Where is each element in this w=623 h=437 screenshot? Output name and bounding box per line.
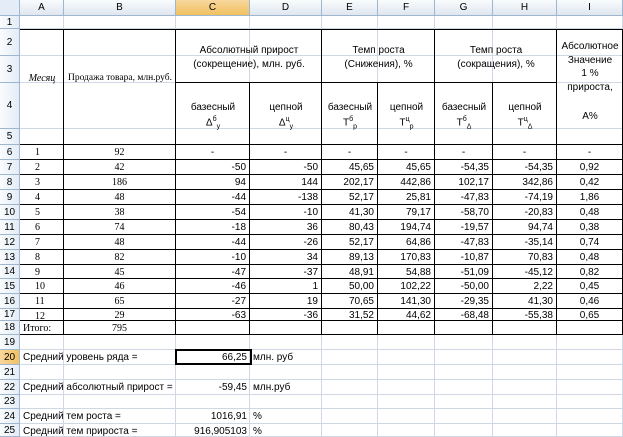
subheader-abs-base — [176, 101, 250, 131]
table-border — [176, 82, 557, 83]
data-cell[interactable]: 202,17 — [343, 177, 374, 188]
data-cell[interactable]: 38 — [114, 207, 125, 218]
data-cell[interactable]: 94 — [234, 177, 246, 188]
row-header-6[interactable]: 6 — [0, 145, 20, 160]
data-cell[interactable]: 442,86 — [400, 177, 431, 188]
data-cell[interactable]: 0,48 — [579, 207, 600, 218]
subheader-abs-chain — [250, 101, 322, 131]
column-header-g[interactable]: G — [435, 0, 493, 16]
summary-value[interactable]: 916,905103 — [194, 426, 247, 437]
summary-label[interactable]: Средний уровень ряда = — [23, 352, 138, 363]
data-cell[interactable]: -36 — [303, 309, 318, 321]
data-cell[interactable]: 54,88 — [405, 266, 431, 278]
data-cell[interactable]: 94,74 — [527, 222, 553, 233]
data-cell[interactable]: -47,83 — [460, 192, 489, 203]
summary-unit[interactable]: % — [253, 426, 262, 437]
table-border — [20, 219, 623, 220]
data-cell[interactable]: -47,83 — [460, 237, 489, 248]
header-abs-growth-line: (сокрещение), млн. руб. — [193, 58, 305, 70]
column-header-c[interactable]: C — [176, 0, 250, 16]
row-header-20[interactable]: 20 — [0, 350, 20, 365]
table-border — [321, 29, 322, 335]
subheader-growth-base-label: базесный — [327, 102, 373, 113]
select-all-corner[interactable] — [0, 0, 20, 16]
active-cell-c20[interactable] — [175, 349, 252, 365]
data-cell[interactable]: -58,70 — [460, 207, 489, 218]
data-cell[interactable]: 0,48 — [579, 252, 600, 263]
data-cell[interactable]: 48 — [114, 237, 125, 248]
summary-value[interactable]: -59,45 — [218, 382, 247, 393]
data-cell[interactable]: 29 — [114, 309, 125, 321]
summary-value[interactable]: 1016,91 — [210, 411, 247, 422]
data-cell[interactable]: - — [347, 147, 352, 158]
data-cell[interactable]: -20,83 — [524, 207, 553, 218]
subheader-decline-base-label: базесный — [441, 102, 487, 113]
row-header-4[interactable]: 4 — [0, 83, 20, 129]
subheader-growth-chain-symbol: $Т^ц_р$ — [399, 115, 414, 130]
data-cell[interactable]: 0,82 — [579, 266, 600, 278]
data-cell[interactable]: 0,42 — [579, 177, 600, 188]
subheader-growth-chain — [378, 101, 435, 131]
data-cell[interactable]: -50 — [231, 162, 246, 173]
subheader-abs-chain-symbol: $\Delta^ц_у$ — [278, 115, 294, 130]
header-abs-value-line: Значение — [567, 54, 613, 66]
data-cell[interactable]: - — [283, 147, 288, 158]
header-abs-value-line: 1 % — [581, 68, 599, 79]
data-cell[interactable]: 342,86 — [522, 177, 553, 188]
header-abs-growth — [176, 44, 322, 71]
data-cell[interactable]: 34 — [306, 252, 318, 263]
gridline — [20, 379, 623, 380]
data-cell[interactable]: 46 — [114, 281, 125, 292]
data-cell[interactable]: -27 — [231, 296, 246, 307]
header-decline-rate-line: (сокращения), % — [457, 58, 535, 70]
row-header-5[interactable]: 5 — [0, 129, 20, 145]
column-header-a[interactable]: A — [20, 0, 64, 16]
data-cell[interactable]: -35,14 — [524, 237, 553, 248]
data-cell[interactable]: 0,65 — [579, 309, 600, 321]
data-cell[interactable]: -74,19 — [524, 192, 553, 203]
header-decline-rate-line: Темп роста — [469, 45, 523, 56]
data-cell[interactable]: 45,65 — [405, 162, 431, 173]
table-border — [20, 29, 623, 30]
data-cell[interactable]: 42 — [114, 162, 125, 173]
row-header-22[interactable]: 22 — [0, 380, 20, 395]
data-cell[interactable]: 48,91 — [348, 266, 374, 278]
row-header-17[interactable]: 17 — [0, 309, 20, 321]
data-cell[interactable]: - — [461, 147, 466, 158]
row-header-7[interactable]: 7 — [0, 160, 20, 175]
row-header-10[interactable]: 10 — [0, 205, 20, 220]
data-cell[interactable]: 79,17 — [405, 207, 431, 218]
data-cell[interactable]: -37 — [303, 266, 318, 278]
month-cell[interactable]: 2 — [35, 162, 40, 173]
summary-unit[interactable]: % — [253, 411, 262, 422]
row-header-8[interactable]: 8 — [0, 175, 20, 190]
month-cell[interactable]: 6 — [35, 222, 40, 233]
table-border — [434, 29, 435, 335]
subheader-growth-chain-label: цепной — [389, 102, 424, 113]
table-border — [20, 189, 623, 190]
data-cell[interactable]: 144 — [301, 177, 318, 188]
table-border — [20, 334, 623, 335]
data-cell[interactable]: 2,22 — [533, 281, 553, 292]
subheader-growth-base — [322, 101, 378, 131]
gridline — [20, 423, 623, 424]
data-cell[interactable]: 74 — [114, 222, 125, 233]
row-header-16[interactable]: 16 — [0, 294, 20, 309]
summary-label[interactable]: Средний абсолютный прирост = — [23, 382, 173, 393]
data-cell[interactable]: -29,35 — [460, 296, 489, 307]
subheader-abs-base-symbol: $\Delta^б_у$ — [205, 115, 221, 130]
month-cell[interactable]: 5 — [35, 207, 40, 218]
column-header-d[interactable]: D — [250, 0, 322, 16]
row-header-18[interactable]: 18 — [0, 321, 20, 335]
column-header-i[interactable]: I — [557, 0, 623, 16]
header-growth-rate — [322, 44, 435, 71]
gridline — [20, 394, 623, 395]
data-cell[interactable]: - — [210, 147, 215, 158]
table-border — [20, 234, 623, 235]
subheader-growth-base-symbol: $Т^б_р$ — [342, 115, 358, 130]
summary-label[interactable]: Средний тем роста = — [23, 411, 121, 422]
header-abs-value-line: Абсолютное — [561, 41, 619, 52]
column-header-e[interactable]: E — [322, 0, 378, 16]
data-cell[interactable]: -68,48 — [460, 309, 489, 321]
summary-label[interactable]: Средний тем прироста = — [23, 426, 138, 437]
row-header-3[interactable]: 3 — [0, 56, 20, 83]
month-cell[interactable]: 1 — [35, 147, 40, 158]
data-cell[interactable]: 89,13 — [348, 252, 374, 263]
month-cell[interactable]: 4 — [35, 192, 40, 203]
table-border — [20, 144, 623, 145]
data-cell[interactable]: -63 — [231, 309, 246, 321]
data-cell[interactable]: -10 — [303, 207, 318, 218]
header-abs-unit: А% — [582, 111, 598, 122]
month-cell[interactable]: 3 — [35, 177, 40, 188]
data-cell[interactable]: 50,00 — [348, 281, 374, 292]
subheader-abs-chain-label: цепной — [269, 102, 303, 113]
data-cell[interactable]: 170,83 — [400, 252, 431, 263]
data-cell[interactable]: 70,65 — [348, 296, 374, 307]
summary-unit[interactable]: млн.руб — [253, 382, 291, 393]
data-cell[interactable]: 41,30 — [348, 207, 374, 218]
data-cell[interactable]: -54,35 — [524, 162, 553, 173]
header-month: Месяц — [28, 73, 56, 84]
data-cell[interactable]: 52,17 — [348, 237, 374, 248]
month-cell[interactable]: 10 — [35, 281, 45, 292]
header-decline-rate — [435, 44, 557, 71]
subheader-decline-base — [435, 101, 493, 131]
data-cell[interactable]: 0,45 — [579, 281, 600, 292]
header-abs-value-line: прироста, — [567, 81, 613, 93]
data-cell[interactable]: -44 — [231, 237, 246, 248]
data-cell[interactable]: 19 — [306, 296, 318, 307]
gridline — [20, 408, 623, 409]
row-header-12[interactable]: 12 — [0, 235, 20, 250]
data-cell[interactable]: 102,17 — [458, 177, 489, 188]
header-abs-value — [557, 40, 623, 94]
row-header-13[interactable]: 13 — [0, 250, 20, 265]
header-sales: Продажа товара, млн.руб. — [67, 73, 173, 83]
data-cell[interactable]: -10,87 — [460, 252, 489, 263]
row-header-14[interactable]: 14 — [0, 265, 20, 279]
header-growth-rate-line: (Снижения), % — [344, 58, 413, 70]
data-cell[interactable]: 1 — [312, 281, 318, 292]
subheader-decline-chain-label: цепной — [508, 102, 542, 113]
row-header-21[interactable]: 21 — [0, 365, 20, 380]
table-border — [20, 264, 623, 265]
month-cell[interactable]: 9 — [35, 267, 40, 278]
data-cell[interactable]: -45,12 — [524, 266, 553, 278]
data-cell[interactable]: - — [522, 147, 527, 158]
data-cell[interactable]: 0,38 — [579, 222, 600, 233]
data-cell[interactable]: 80,43 — [348, 222, 374, 233]
data-cell[interactable]: 82 — [114, 252, 125, 263]
row-header-15[interactable]: 15 — [0, 279, 20, 294]
row-header-11[interactable]: 11 — [0, 220, 20, 235]
data-cell[interactable]: 25,81 — [405, 192, 431, 203]
data-cell[interactable]: 92 — [114, 147, 125, 158]
data-cell[interactable]: -54,35 — [460, 162, 489, 173]
data-cell[interactable]: -50,00 — [460, 281, 489, 292]
data-cell[interactable]: 1,86 — [579, 192, 600, 203]
header-abs-growth-line: Абсолютный прирост — [199, 45, 299, 56]
data-cell[interactable]: 36 — [306, 222, 318, 233]
column-header-b[interactable]: B — [64, 0, 176, 16]
data-cell[interactable]: 141,30 — [400, 296, 431, 307]
subheader-decline-base-symbol: $Т^б_\Delta$ — [456, 115, 472, 130]
data-cell[interactable]: 0,74 — [579, 237, 600, 248]
row-header-19[interactable]: 19 — [0, 335, 20, 350]
month-cell[interactable]: 12 — [35, 311, 45, 322]
table-border — [20, 174, 623, 175]
column-header-h[interactable]: H — [493, 0, 557, 16]
data-cell[interactable]: 45 — [114, 266, 125, 278]
row-header-1[interactable]: 1 — [0, 16, 20, 29]
data-cell[interactable]: - — [587, 147, 592, 158]
row-header-24[interactable]: 24 — [0, 409, 20, 424]
data-cell[interactable]: 0,46 — [579, 296, 600, 307]
data-cell[interactable]: 52,17 — [348, 192, 374, 203]
header-growth-rate-line: Темп роста — [352, 45, 405, 56]
table-border — [20, 159, 623, 160]
subheader-decline-chain — [493, 101, 557, 131]
data-cell[interactable]: 45,65 — [348, 162, 374, 173]
month-cell[interactable]: 7 — [35, 237, 40, 248]
data-cell[interactable]: 194,74 — [400, 222, 431, 233]
month-cell[interactable]: 8 — [35, 252, 40, 263]
data-cell[interactable]: -51,09 — [460, 266, 489, 278]
data-cell[interactable]: 186 — [112, 177, 127, 188]
month-cell[interactable]: 11 — [35, 296, 45, 307]
gridline — [20, 364, 623, 365]
data-cell[interactable]: 64,86 — [405, 237, 431, 248]
total-label[interactable]: Итого: — [23, 322, 52, 334]
data-cell[interactable]: - — [404, 147, 408, 158]
data-cell[interactable]: -50 — [303, 162, 318, 173]
subheader-decline-chain-symbol: $Т^ц_\Delta$ — [517, 115, 533, 130]
data-cell[interactable]: 31,52 — [348, 309, 374, 321]
table-border — [20, 308, 623, 309]
data-cell[interactable]: 44,62 — [405, 309, 431, 321]
data-cell[interactable]: 70,83 — [527, 252, 553, 263]
summary-unit[interactable]: млн. руб — [253, 352, 294, 363]
row-header-2[interactable]: 2 — [0, 29, 20, 56]
row-header-9[interactable]: 9 — [0, 190, 20, 205]
summary-value[interactable]: 66,25 — [221, 352, 247, 363]
data-cell[interactable]: 102,22 — [400, 281, 431, 292]
row-header-25[interactable]: 25 — [0, 424, 20, 437]
table-border — [20, 249, 623, 250]
gridline — [20, 349, 623, 350]
data-cell[interactable]: -138 — [297, 192, 318, 203]
data-cell[interactable]: -10 — [231, 252, 246, 263]
total-value[interactable]: 795 — [112, 322, 127, 334]
table-border — [20, 204, 623, 205]
data-cell[interactable]: 0,92 — [579, 162, 600, 173]
data-cell[interactable]: -18 — [231, 222, 246, 233]
data-cell[interactable]: -55,38 — [524, 309, 553, 321]
data-cell[interactable]: -54 — [231, 207, 246, 218]
subheader-abs-base-label: базесный — [190, 102, 236, 113]
row-header-23[interactable]: 23 — [0, 395, 20, 409]
data-cell[interactable]: -46 — [231, 281, 246, 292]
data-cell[interactable]: -47 — [231, 266, 246, 278]
data-cell[interactable]: 65 — [114, 296, 125, 307]
table-border — [20, 278, 623, 279]
column-header-f[interactable]: F — [378, 0, 435, 16]
data-cell[interactable]: -44 — [231, 192, 246, 203]
data-cell[interactable]: -26 — [303, 237, 318, 248]
data-cell[interactable]: 48 — [114, 192, 125, 203]
table-border — [20, 293, 623, 294]
data-cell[interactable]: 41,30 — [527, 296, 553, 307]
data-cell[interactable]: -19,57 — [460, 222, 489, 233]
